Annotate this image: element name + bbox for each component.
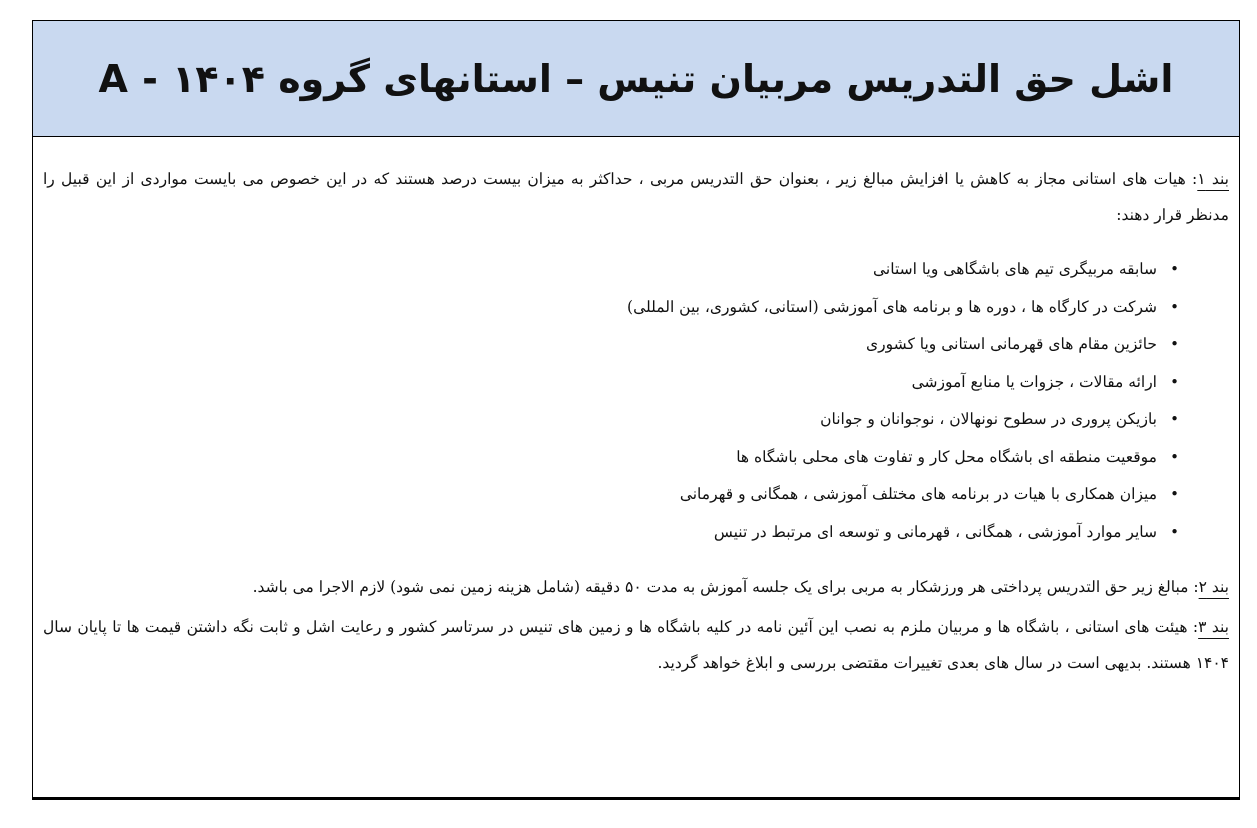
list-item-text: ارائه مقالات ، جزوات یا منابع آموزشی (911, 372, 1157, 391)
list-item (43, 326, 1179, 364)
clause-3-label: بند ۳ (1198, 618, 1229, 636)
list-item-text: موقعیت منطقه ای باشگاه محل کار و تفاوت های محلی باشگاه ها (736, 447, 1157, 466)
bullet-icon: • (1170, 522, 1179, 541)
list-item-text: سابقه مربیگری تیم های باشگاهی ویا استانی (872, 260, 1157, 278)
bullet-icon: • (1170, 297, 1179, 316)
clause-2-text: : مبالغ زیر حق التدریس پرداختی هر ورزشکار به مربی برای یک جلسه آموزش به مدت ۵۰ دقیقه (شامل هزینه زمین نمی شود) لازم الاجرا می باشد. (252, 578, 1199, 596)
bullet-icon: • (1170, 260, 1179, 278)
document-body (43, 161, 1229, 681)
clause-3-text: : هیئت های استانی ، باشگاه ها و مربیان ملزم به نصب این آئین نامه در کلیه باشگاه ها و زمین های تنیس در سرتاسر کشور و رعایت اشل و ثابت نگه داشتن قیمت ها تا پایان سال ۱۴۰۴ هستند. بدیهی است در سال های بعدی تغییرات مقتضی بررسی و ابلاغ خواهد گردید. (43, 618, 1229, 672)
page-title: اشل حق التدریس مربیان تنیس – استانهای گروه A - ۱۴۰۴ (98, 56, 1174, 101)
bullet-icon: • (1170, 372, 1179, 391)
list-item (43, 289, 1179, 327)
list-item (43, 476, 1179, 514)
list-item-text: سایر موارد آموزشی ، همگانی ، قهرمانی و توسعه ای مرتبط در تنیس (713, 522, 1157, 541)
clause-1-text: : هیات های استانی مجاز به کاهش یا افزایش مبالغ زیر ، بعنوان حق التدریس مربی ، حداکثر به میزان بیست درصد هستند که در این خصوص می بایست مواردی از این قبیل را مدنظر قرار دهند: (43, 170, 1229, 224)
clause-1 (43, 161, 1229, 233)
clause-2-label: بند ۲ (1198, 578, 1229, 596)
bullet-icon: • (1170, 485, 1179, 503)
bullet-icon: • (1170, 410, 1179, 428)
bullet-icon: • (1170, 447, 1179, 466)
clause-3 (43, 609, 1229, 681)
criteria-list (43, 251, 1229, 551)
list-item-text: شرکت در کارگاه ها ، دوره ها و برنامه های آموزشی (استانی، کشوری، بین المللی) (627, 297, 1157, 316)
list-item-text: میزان همکاری با هیات در برنامه های مختلف آموزشی ، همگانی و قهرمانی (679, 485, 1157, 503)
document-frame (32, 20, 1240, 800)
list-item (43, 251, 1179, 289)
list-item-text: بازیکن پروری در سطوح نونهالان ، نوجوانان و جوانان (820, 410, 1157, 428)
list-item-text: حائزین مقام های قهرمانی استانی ویا کشوری (866, 335, 1157, 353)
clause-1-label: بند ۱ (1197, 170, 1229, 188)
title-header (33, 21, 1239, 137)
list-item (43, 401, 1179, 439)
bullet-icon: • (1170, 335, 1179, 353)
list-item (43, 364, 1179, 402)
list-item (43, 439, 1179, 477)
clause-2 (43, 569, 1229, 605)
list-item (43, 514, 1179, 552)
